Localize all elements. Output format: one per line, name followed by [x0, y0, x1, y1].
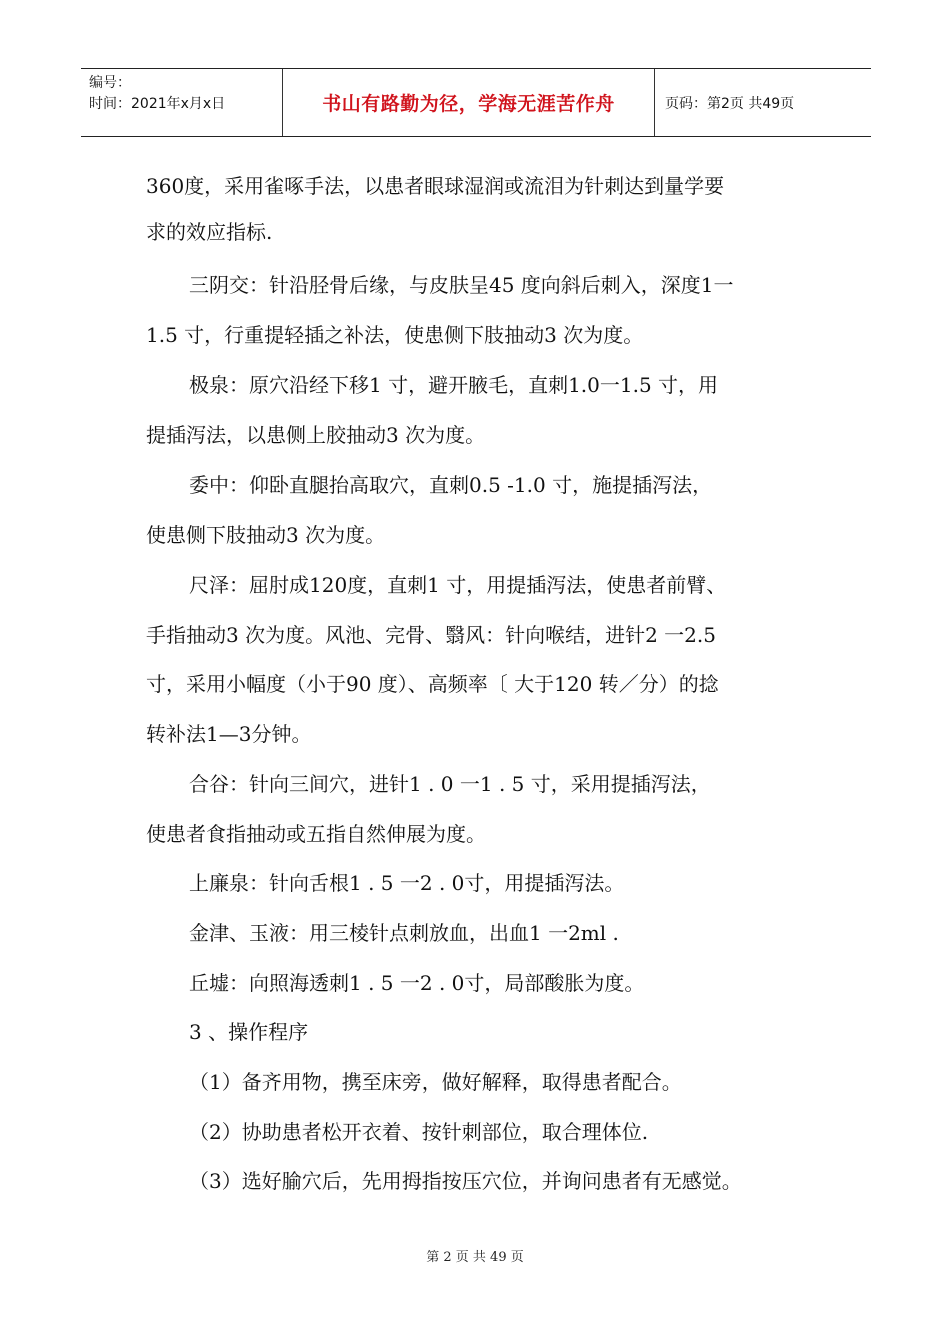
body-line: 手指抽动3 次为度。风池、完骨、翳风：针向喉结，进针2 一2.5 — [146, 623, 716, 647]
body-line: 委中：仰卧直腿抬高取穴，直刺0.5 -1.0 寸，施提插泻法， — [189, 473, 713, 497]
header-page-info: 页码：第2页 共49页 — [665, 95, 795, 112]
header-motto: 书山有路勤为径，学海无涯苦作舟 — [322, 93, 615, 115]
body-line: 三阴交：针沿胫骨后缘，与皮肤呈45 度向斜后刺入，深度1一 — [189, 273, 734, 297]
body-line: 360度，采用雀啄手法，以患者眼球湿润或流泪为针刺达到量学要 — [146, 174, 725, 198]
body-line: 寸，采用小幅度（小于90 度）、高频率〔 大于120 转／分）的捻 — [146, 672, 719, 696]
document-date: 时间：2021年x月x日 — [89, 96, 226, 112]
procedure-step: （1）备齐用物，携至床旁，做好解释，取得患者配合。 — [189, 1070, 682, 1094]
body-line: 使患侧下肢抽动3 次为度。 — [146, 523, 386, 547]
body-line: 合谷：针向三间穴，进针1 . 0 一1 . 5 寸，采用提插泻法， — [189, 772, 711, 796]
procedure-step: （3）选好腧穴后，先用拇指按压穴位，并询问患者有无感觉。 — [189, 1169, 742, 1193]
body-line: 金津、玉液：用三棱针点刺放血，出血1 一2ml . — [189, 921, 619, 945]
body-line: 上廉泉：针向舌根1 . 5 一2 . 0寸，用提插泻法。 — [189, 871, 625, 895]
page-header — [81, 68, 871, 137]
procedure-step: （2）协助患者松开衣着、按针刺部位，取合理体位. — [189, 1120, 649, 1144]
body-line: 求的效应指标. — [146, 220, 273, 244]
body-line: 转补法1—3分钟。 — [146, 722, 312, 746]
body-line: 提插泻法，以患侧上胶抽动3 次为度。 — [146, 423, 486, 447]
header-motto-cell — [283, 69, 655, 136]
body-line: 极泉：原穴沿经下移1 寸，避开腋毛，直刺1.0一1.5 寸，用 — [189, 373, 719, 397]
header-page-info-cell — [655, 69, 871, 136]
page-footer: 第 2 页 共 49 页 — [426, 1250, 524, 1265]
header-meta — [81, 69, 283, 136]
document-number-label: 编号： — [89, 75, 131, 91]
section-heading: 3 、操作程序 — [189, 1020, 309, 1044]
body-line: 使患者食指抽动或五指自然伸展为度。 — [146, 822, 486, 846]
body-line: 丘墟：向照海透刺1 . 5 一2 . 0寸，局部酸胀为度。 — [189, 971, 645, 995]
body-line: 尺泽：屈肘成120度，直刺1 寸，用提插泻法，使患者前臂、 — [189, 573, 727, 597]
body-line: 1.5 寸，行重提轻插之补法，使患侧下肢抽动3 次为度。 — [146, 323, 644, 347]
